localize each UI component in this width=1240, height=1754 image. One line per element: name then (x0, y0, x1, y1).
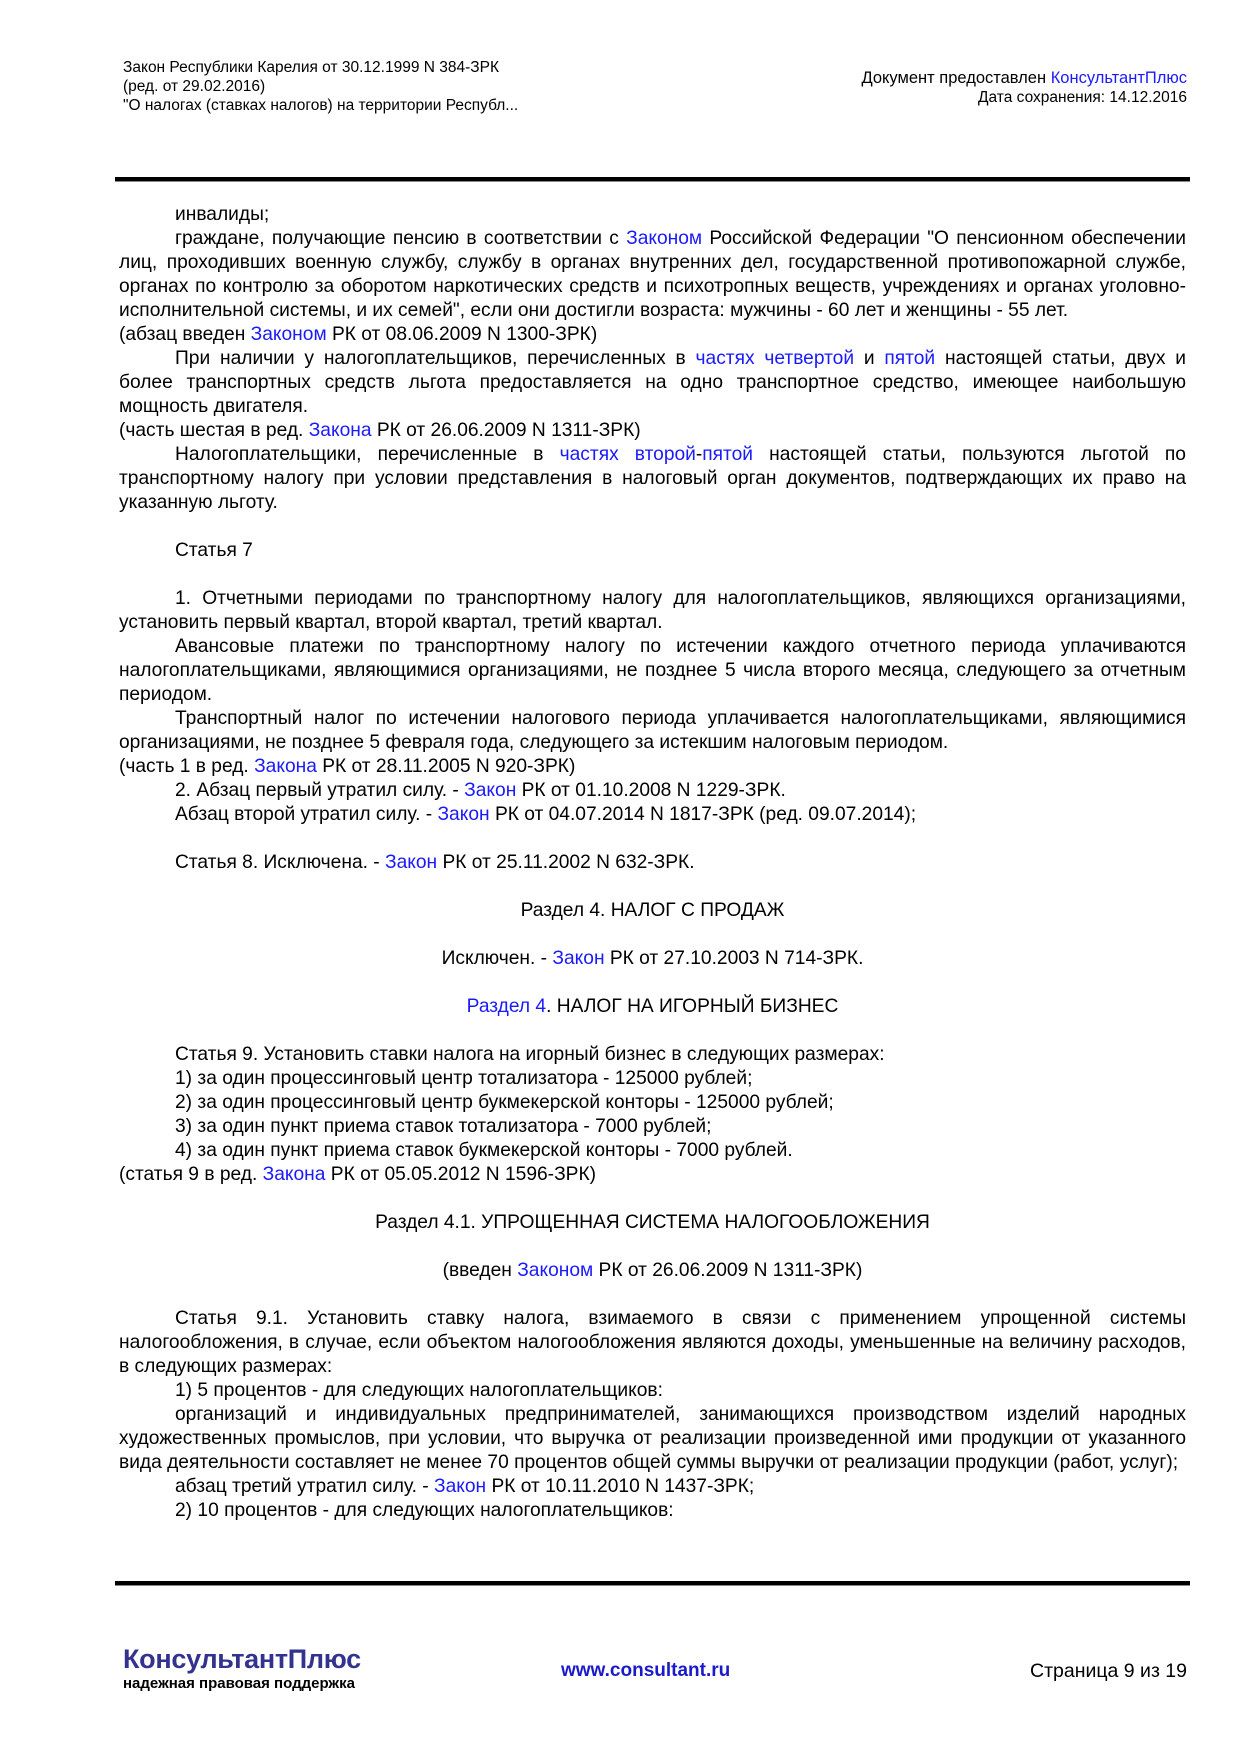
save-date: Дата сохранения: 14.12.2016 (978, 89, 1187, 106)
logo-brand: КонсультантПлюс (123, 1644, 361, 1674)
paragraph-text: (статья 9 в ред. (119, 1164, 263, 1185)
paragraph-text: . НАЛОГ НА ИГОРНЫЙ БИЗНЕС (546, 996, 839, 1017)
blank-line (119, 563, 1186, 587)
paragraph-text: Статья 7 (175, 540, 253, 561)
paragraph (119, 851, 1186, 875)
law-reference-link[interactable]: Закона (254, 756, 317, 777)
logo-tagline: надежная правовая поддержка (123, 1675, 355, 1692)
paragraph-text: 2) 10 процентов - для следующих налогоплательщиков: (175, 1500, 674, 1521)
paragraph-text: 3) за один пункт приема ставок тотализатора - 7000 рублей; (175, 1116, 712, 1137)
law-reference-link[interactable]: Законом (517, 1260, 594, 1281)
paragraph-text: - (695, 444, 703, 465)
paragraph-text: РК от 26.06.2009 N 1311-ЗРК) (593, 1260, 863, 1281)
blank-line (119, 1235, 1186, 1259)
paragraph-text: Российской Федерации "О пенсионном обеспечении лиц, проходивших военную службу, службу в органах внутренних дел, государственной противопожарной службе, органах по контролю за оборотом наркотических средств и психотропных веществ, учреждениях и органах уголовно-исполнительной системы, и их семей", если они достигли возраста: мужчины - 60 лет и женщины - 55 лет. (119, 228, 1186, 321)
law-reference-link[interactable]: Закон (433, 1476, 487, 1497)
law-reference-link[interactable]: Закона (308, 420, 372, 441)
paragraph (119, 347, 1186, 419)
paragraph-text: (абзац введен (119, 324, 251, 345)
blank-line (119, 1187, 1186, 1211)
law-reference-link[interactable]: Закон (464, 780, 517, 801)
paragraph-text: 4) за один пункт приема ставок букмекерской конторы - 7000 рублей. (175, 1140, 793, 1161)
law-reference-link[interactable]: Законом (626, 228, 703, 249)
section-heading (119, 947, 1186, 971)
paragraph-text: РК от 28.11.2005 N 920-ЗРК) (316, 756, 576, 777)
header-divider (115, 177, 1190, 182)
document-body (119, 203, 1186, 1523)
paragraph (119, 707, 1186, 755)
paragraph-text: РК от 08.06.2009 N 1300-ЗРК) (326, 324, 598, 345)
paragraph (119, 779, 1186, 803)
blank-line (119, 1283, 1186, 1307)
law-reference-link[interactable]: частях четвертой (695, 348, 855, 369)
section-heading (119, 1259, 1186, 1283)
paragraph (119, 1163, 1186, 1187)
blank-line (119, 827, 1186, 851)
website-link[interactable]: www.consultant.ru (561, 1660, 731, 1681)
blank-line (119, 971, 1186, 995)
paragraph-text: Статья 9.1. Установить ставку налога, взимаемого в связи с применением упрощенной системы налогообложения, в случае, если объектом налогообложения являются доходы, уменьшенные на величину расходов, в следующих размерах: (119, 1308, 1186, 1377)
law-reference-link[interactable]: Закон (552, 948, 605, 969)
law-reference-link[interactable]: Законом (250, 324, 327, 345)
paragraph-text: Исключен. - (441, 948, 553, 969)
paragraph-text: настоящей статьи, двух и более транспортных средств льгота предоставляется на одно транспортное средство, имеющее наибольшую мощность двигателя. (119, 348, 1186, 417)
law-reference-link[interactable]: Раздел 4 (466, 996, 547, 1017)
consultant-link[interactable]: КонсультантПлюс (1050, 69, 1187, 87)
law-reference-link[interactable]: частях второй (559, 444, 696, 465)
law-reference-link[interactable]: Закон (385, 852, 438, 873)
paragraph-text: Раздел 4. НАЛОГ С ПРОДАЖ (520, 900, 785, 921)
paragraph-text: и (854, 348, 885, 369)
law-reference-link[interactable]: Закон (437, 804, 490, 825)
paragraph-text: инвалиды; (175, 204, 270, 225)
paragraph-text: (часть 1 в ред. (119, 756, 255, 777)
consultant-logo (123, 1644, 361, 1694)
paragraph-text: граждане, получающие пенсию в соответствии с (175, 228, 627, 249)
paragraph-text: (введен (442, 1260, 518, 1281)
paragraph-text: 1. Отчетными периодами по транспортному налогу для налогоплательщиков, являющихся организациями, установить первый квартал, второй квартал, третий квартал. (119, 588, 1186, 633)
paragraph (119, 1115, 1186, 1139)
paragraph-text: Транспортный налог по истечении налогового периода уплачивается налогоплательщиками, являющимися организациями, не позднее 5 февраля года, следующего за истекшим налоговым периодом. (119, 708, 1186, 753)
paragraph (119, 539, 1186, 563)
paragraph (119, 1091, 1186, 1115)
paragraph (119, 1043, 1186, 1067)
paragraph-text: РК от 01.10.2008 N 1229-ЗРК. (516, 780, 786, 801)
paragraph-text: 2) за один процессинговый центр букмекерской конторы - 125000 рублей; (175, 1092, 834, 1113)
blank-line (119, 875, 1186, 899)
paragraph-text: абзац третий утратил силу. - (175, 1476, 434, 1497)
paragraph-text: Статья 9. Установить ставки налога на игорный бизнес в следующих размерах: (175, 1044, 885, 1065)
paragraph-text: Раздел 4.1. УПРОЩЕННАЯ СИСТЕМА НАЛОГООБЛОЖЕНИЯ (375, 1212, 930, 1233)
paragraph (119, 755, 1186, 779)
blank-line (119, 515, 1186, 539)
paragraph-text: РК от 26.06.2009 N 1311-ЗРК) (371, 420, 641, 441)
paragraph (119, 419, 1186, 443)
paragraph-text: организаций и индивидуальных предпринимателей, занимающихся производством изделий народных художественных промыслов, при условии, что выручка от реализации произведенной ими продукции от указанного вида деятельности составляет не менее 70 процентов общей суммы выручки от реализации продукции (работ, услуг); (119, 1404, 1186, 1473)
paragraph (119, 1403, 1186, 1475)
law-subject: "О налогах (ставках налогов) на территории Республ... (123, 97, 519, 114)
blank-line (119, 1019, 1186, 1043)
paragraph (119, 1067, 1186, 1091)
section-heading (119, 899, 1186, 923)
paragraph-text: РК от 27.10.2003 N 714-ЗРК. (604, 948, 864, 969)
law-title: Закон Республики Карелия от 30.12.1999 N 384-ЗРК (123, 59, 499, 76)
section-heading (119, 995, 1186, 1019)
paragraph-text: Налогоплательщики, перечисленные в (175, 444, 560, 465)
paragraph (119, 227, 1186, 323)
paragraph-text: 2. Абзац первый утратил силу. - (175, 780, 465, 801)
document-title-block (123, 58, 518, 115)
law-reference-link[interactable]: Закона (262, 1164, 326, 1185)
page-number: Страница 9 из 19 (1030, 1660, 1187, 1682)
paragraph-text: РК от 04.07.2014 N 1817-ЗРК (ред. 09.07.2014); (489, 804, 917, 825)
paragraph (119, 443, 1186, 515)
footer-divider (115, 1581, 1190, 1586)
paragraph (119, 1139, 1186, 1163)
law-reference-link[interactable]: пятой (702, 444, 754, 465)
paragraph-text: РК от 05.05.2012 N 1596-ЗРК) (325, 1164, 597, 1185)
blank-line (119, 923, 1186, 947)
paragraph (119, 803, 1186, 827)
paragraph-text: (часть шестая в ред. (119, 420, 309, 441)
paragraph-text: РК от 10.11.2010 N 1437-ЗРК; (486, 1476, 755, 1497)
paragraph-text: настоящей статьи, пользуются льготой по транспортному налогу при условии представления в налоговый орган документов, подтверждающих их право на указанную льготу. (119, 444, 1186, 513)
section-heading (119, 1211, 1186, 1235)
law-reference-link[interactable]: пятой (884, 348, 936, 369)
paragraph-text: При наличии у налогоплательщиков, перечисленных в (175, 348, 696, 369)
paragraph-text: 1) за один процессинговый центр тотализатора - 125000 рублей; (175, 1068, 753, 1089)
paragraph (119, 323, 1186, 347)
law-revision: (ред. от 29.02.2016) (123, 78, 266, 95)
paragraph (119, 1499, 1186, 1523)
paragraph (119, 587, 1186, 635)
provided-by-label: Документ предоставлен (861, 69, 1051, 87)
paragraph-text: 1) 5 процентов - для следующих налогоплательщиков: (175, 1380, 663, 1401)
paragraph (119, 635, 1186, 707)
provider-block (861, 69, 1187, 107)
paragraph-text: Абзац второй утратил силу. - (175, 804, 438, 825)
paragraph (119, 1307, 1186, 1379)
paragraph-text: Авансовые платежи по транспортному налогу по истечении каждого отчетного периода уплачиваются налогоплательщиками, являющимися организациями, не позднее 5 числа второго месяца, следующего за отчетным периодом. (119, 636, 1186, 705)
paragraph (119, 1475, 1186, 1499)
paragraph (119, 203, 1186, 227)
paragraph-text: РК от 25.11.2002 N 632-ЗРК. (437, 852, 695, 873)
paragraph-text: Статья 8. Исключена. - (175, 852, 385, 873)
paragraph (119, 1379, 1186, 1403)
